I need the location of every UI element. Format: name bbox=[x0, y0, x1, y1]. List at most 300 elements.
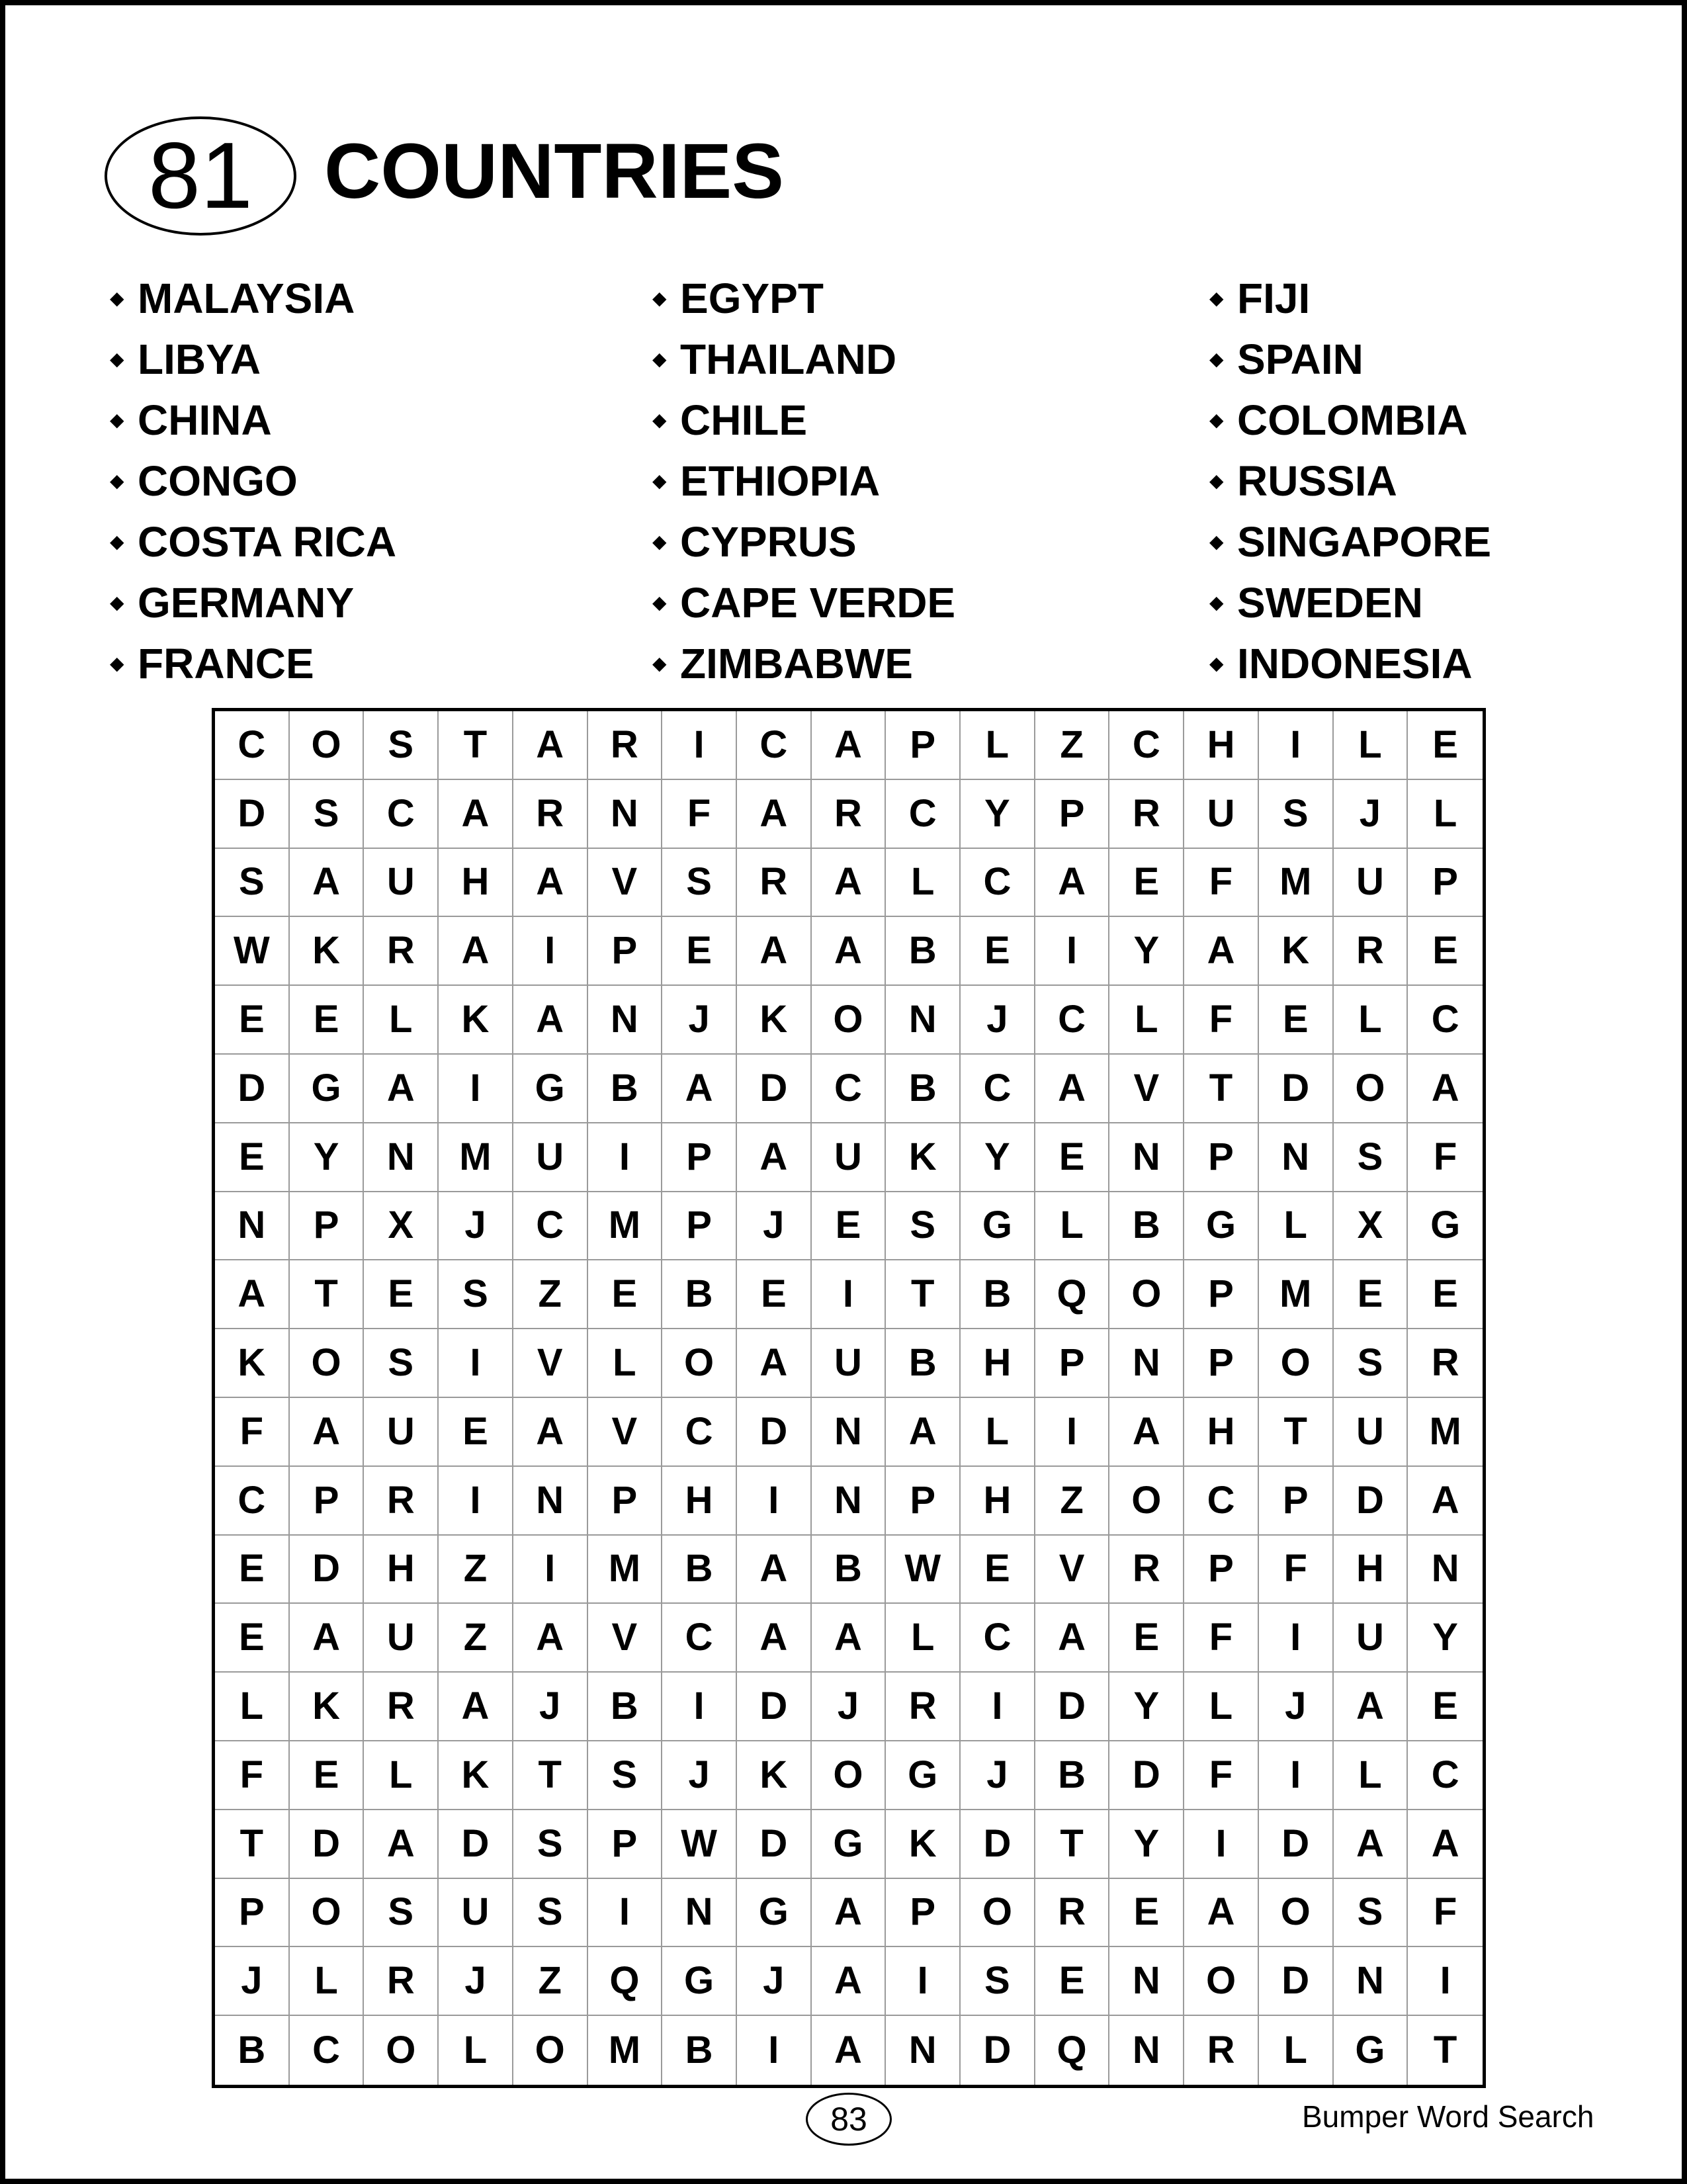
grid-cell: A bbox=[1184, 917, 1259, 986]
grid-cell: M bbox=[1259, 1260, 1334, 1329]
grid-cell: A bbox=[1035, 849, 1110, 918]
grid-cell: E bbox=[1408, 1260, 1483, 1329]
grid-cell: I bbox=[662, 711, 737, 780]
grid-cell: A bbox=[812, 1947, 887, 2016]
grid-cell: S bbox=[1334, 1879, 1408, 1948]
grid-cell: N bbox=[662, 1879, 737, 1948]
grid-cell: I bbox=[1408, 1947, 1483, 2016]
grid-cell: L bbox=[961, 711, 1035, 780]
grid-cell: A bbox=[1109, 1398, 1184, 1467]
grid-cell: N bbox=[1334, 1947, 1408, 2016]
grid-cell: L bbox=[1334, 986, 1408, 1055]
grid-cell: K bbox=[290, 1673, 365, 1741]
grid-cell: K bbox=[886, 1123, 961, 1192]
grid-cell: C bbox=[1184, 1467, 1259, 1536]
grid-cell: C bbox=[886, 780, 961, 849]
grid-cell: T bbox=[1259, 1398, 1334, 1467]
grid-cell: S bbox=[290, 780, 365, 849]
grid-cell: T bbox=[439, 711, 513, 780]
grid-cell: P bbox=[1035, 1329, 1110, 1398]
grid-cell: P bbox=[1184, 1123, 1259, 1192]
grid-cell: N bbox=[588, 780, 663, 849]
grid-cell: Y bbox=[1408, 1604, 1483, 1673]
grid-cell: P bbox=[1259, 1467, 1334, 1536]
grid-cell: R bbox=[1109, 1536, 1184, 1604]
grid-cell: L bbox=[961, 1398, 1035, 1467]
grid-cell: P bbox=[1184, 1536, 1259, 1604]
grid-cell: C bbox=[1408, 986, 1483, 1055]
word-list-item bbox=[105, 572, 396, 633]
grid-cell: N bbox=[215, 1192, 290, 1261]
diamond-bullet-icon: ◆ bbox=[1209, 592, 1224, 613]
grid-cell: C bbox=[662, 1604, 737, 1673]
word-list-column bbox=[647, 268, 955, 694]
word-list-column bbox=[1204, 268, 1491, 694]
grid-cell: T bbox=[513, 1741, 588, 1810]
word-list-item bbox=[647, 511, 955, 572]
diamond-bullet-icon: ◆ bbox=[110, 349, 124, 369]
grid-cell: A bbox=[812, 711, 887, 780]
grid-cell: R bbox=[1035, 1879, 1110, 1948]
diamond-bullet-icon: ◆ bbox=[110, 531, 124, 552]
grid-cell: R bbox=[364, 1467, 439, 1536]
grid-cell: B bbox=[961, 1260, 1035, 1329]
grid-cell: E bbox=[290, 986, 365, 1055]
diamond-bullet-icon: ◆ bbox=[110, 410, 124, 430]
diamond-bullet-icon: ◆ bbox=[652, 531, 667, 552]
grid-cell: E bbox=[662, 917, 737, 986]
grid-cell: H bbox=[662, 1467, 737, 1536]
diamond-bullet-icon: ◆ bbox=[652, 288, 667, 308]
grid-cell: P bbox=[1184, 1329, 1259, 1398]
grid-cell: A bbox=[290, 1398, 365, 1467]
grid-cell: C bbox=[290, 2016, 365, 2085]
grid-cell: P bbox=[662, 1123, 737, 1192]
grid-cell: N bbox=[1259, 1123, 1334, 1192]
grid-cell: I bbox=[1035, 917, 1110, 986]
grid-cell: J bbox=[737, 1192, 812, 1261]
grid-cell: N bbox=[1408, 1536, 1483, 1604]
grid-cell: P bbox=[290, 1192, 365, 1261]
grid-cell: Z bbox=[513, 1260, 588, 1329]
grid-cell: R bbox=[364, 1947, 439, 2016]
grid-cell: L bbox=[1109, 986, 1184, 1055]
grid-cell: S bbox=[1334, 1329, 1408, 1398]
grid-cell: P bbox=[886, 711, 961, 780]
grid-cell: A bbox=[737, 1604, 812, 1673]
word-list-item bbox=[1204, 329, 1491, 390]
grid-cell: D bbox=[215, 780, 290, 849]
grid-cell: G bbox=[1334, 2016, 1408, 2085]
grid-cell: P bbox=[886, 1467, 961, 1536]
grid-cell: A bbox=[439, 917, 513, 986]
grid-cell: C bbox=[1408, 1741, 1483, 1810]
grid-cell: S bbox=[1334, 1123, 1408, 1192]
grid-cell: S bbox=[588, 1741, 663, 1810]
grid-cell: M bbox=[588, 2016, 663, 2085]
grid-cell: E bbox=[1334, 1260, 1408, 1329]
grid-cell: L bbox=[364, 1741, 439, 1810]
diamond-bullet-icon: ◆ bbox=[1209, 470, 1224, 491]
grid-cell: S bbox=[439, 1260, 513, 1329]
grid-cell: C bbox=[1035, 986, 1110, 1055]
grid-cell: F bbox=[1259, 1536, 1334, 1604]
book-title: Bumper Word Search bbox=[1302, 2099, 1594, 2134]
word-list-word: THAILAND bbox=[680, 335, 897, 383]
grid-cell: D bbox=[290, 1536, 365, 1604]
grid-cell: D bbox=[961, 1810, 1035, 1879]
grid-cell: T bbox=[1433, 2029, 1457, 2072]
grid-cell: W bbox=[662, 1810, 737, 1879]
grid-cell: B bbox=[588, 1673, 663, 1741]
grid-cell: V bbox=[588, 1604, 663, 1673]
grid-cell: E bbox=[1035, 1947, 1110, 2016]
grid-cell: Y bbox=[1109, 1810, 1184, 1879]
grid-cell: D bbox=[439, 1810, 513, 1879]
grid-cell: I bbox=[588, 1879, 663, 1948]
grid-cell: C bbox=[1109, 711, 1184, 780]
word-list-item bbox=[1204, 633, 1491, 694]
grid-cell: J bbox=[439, 1947, 513, 2016]
grid-cell: B bbox=[886, 1055, 961, 1123]
grid-cell: U bbox=[1334, 849, 1408, 918]
grid-cell: U bbox=[364, 1398, 439, 1467]
grid-cell: K bbox=[886, 1810, 961, 1879]
grid-cell: L bbox=[290, 1947, 365, 2016]
grid-cell: R bbox=[1184, 2016, 1259, 2085]
grid-cell: A bbox=[737, 1536, 812, 1604]
grid-cell: T bbox=[886, 1260, 961, 1329]
grid-cell: A bbox=[215, 1260, 290, 1329]
grid-cell: J bbox=[662, 1741, 737, 1810]
grid-cell: A bbox=[1035, 1055, 1110, 1123]
grid-cell: C bbox=[961, 1055, 1035, 1123]
grid-cell: I bbox=[737, 2016, 812, 2085]
grid-cell: R bbox=[1334, 917, 1408, 986]
grid-cell: R bbox=[513, 780, 588, 849]
word-list-word: FRANCE bbox=[138, 640, 314, 687]
word-list-word: GERMANY bbox=[138, 579, 355, 627]
page-number-badge bbox=[806, 2093, 892, 2146]
grid-cell: I bbox=[961, 1673, 1035, 1741]
word-list-word: ZIMBABWE bbox=[680, 640, 913, 687]
grid-cell: J bbox=[812, 1673, 887, 1741]
grid-cell: J bbox=[961, 986, 1035, 1055]
grid-cell: A bbox=[737, 1329, 812, 1398]
grid-cell: P bbox=[886, 1879, 961, 1948]
grid-cell: I bbox=[439, 1055, 513, 1123]
grid-cell: F bbox=[215, 1398, 290, 1467]
grid-cell: S bbox=[364, 711, 439, 780]
diamond-bullet-icon: ◆ bbox=[1209, 288, 1224, 308]
grid-cell: H bbox=[961, 1329, 1035, 1398]
grid-cell: A bbox=[513, 1604, 588, 1673]
grid-cell: N bbox=[588, 986, 663, 1055]
grid-cell: H bbox=[1184, 1398, 1259, 1467]
grid-cell: A bbox=[737, 917, 812, 986]
grid-cell: E bbox=[215, 1604, 290, 1673]
grid-cell: I bbox=[886, 1947, 961, 2016]
word-list-item bbox=[647, 633, 955, 694]
grid-cell: P bbox=[1408, 849, 1483, 918]
grid-cell: Y bbox=[961, 780, 1035, 849]
grid-cell: O bbox=[812, 1741, 887, 1810]
page-number: 83 bbox=[830, 2101, 867, 2138]
word-list-item bbox=[647, 572, 955, 633]
grid-cell: G bbox=[290, 1055, 365, 1123]
grid-cell: O bbox=[1259, 1329, 1334, 1398]
grid-cell: S bbox=[513, 1879, 588, 1948]
grid-cell: O bbox=[812, 986, 887, 1055]
grid-cell: E bbox=[812, 1192, 887, 1261]
grid-cell: P bbox=[290, 1467, 365, 1536]
diamond-bullet-icon: ◆ bbox=[1209, 410, 1224, 430]
grid-cell: O bbox=[290, 711, 365, 780]
puzzle-title: COUNTRIES bbox=[324, 128, 784, 215]
grid-cell: A bbox=[1035, 1604, 1110, 1673]
grid-cell: E bbox=[1109, 1604, 1184, 1673]
grid-cell: N bbox=[1109, 1123, 1184, 1192]
grid-cell: P bbox=[662, 1192, 737, 1261]
grid-cell: E bbox=[1109, 849, 1184, 918]
grid-cell: H bbox=[1184, 711, 1259, 780]
grid-cell: O bbox=[1334, 1055, 1408, 1123]
grid-cell: A bbox=[513, 1398, 588, 1467]
grid-cell: Q bbox=[588, 1947, 663, 2016]
grid-cell: Y bbox=[290, 1123, 365, 1192]
grid-cell: Y bbox=[961, 1123, 1035, 1192]
word-list-word: MALAYSIA bbox=[138, 275, 355, 322]
grid-cell: L bbox=[886, 1604, 961, 1673]
word-list-item bbox=[1204, 451, 1491, 511]
grid-cell: K bbox=[215, 1329, 290, 1398]
grid-cell: E bbox=[1408, 1673, 1483, 1741]
grid-cell: L bbox=[1184, 1673, 1259, 1741]
word-list-item bbox=[647, 329, 955, 390]
grid-cell: R bbox=[588, 711, 663, 780]
grid-cell: J bbox=[961, 1741, 1035, 1810]
grid-cell: Q bbox=[1035, 1260, 1110, 1329]
grid-cell: K bbox=[290, 917, 365, 986]
grid-cell: U bbox=[1184, 780, 1259, 849]
grid-cell: M bbox=[1259, 849, 1334, 918]
grid-cell: M bbox=[439, 1123, 513, 1192]
grid-cell: D bbox=[961, 2016, 1035, 2085]
grid-cell: U bbox=[1334, 1604, 1408, 1673]
grid-cell: N bbox=[812, 1467, 887, 1536]
word-list-word: CHILE bbox=[680, 396, 807, 444]
grid-cell: L bbox=[1259, 2016, 1334, 2085]
grid-cell: O bbox=[513, 2016, 588, 2085]
grid-cell: H bbox=[961, 1467, 1035, 1536]
grid-cell: A bbox=[290, 1604, 365, 1673]
grid-cell: L bbox=[1259, 1192, 1334, 1261]
grid-cell: P bbox=[1184, 1260, 1259, 1329]
grid-cell: E bbox=[1259, 986, 1334, 1055]
grid-cell: E bbox=[215, 1536, 290, 1604]
grid-cell: S bbox=[886, 1192, 961, 1261]
grid-cell: D bbox=[737, 1810, 812, 1879]
grid-cell: E bbox=[290, 1741, 365, 1810]
grid-cell: R bbox=[1408, 1329, 1483, 1398]
grid-cell: D bbox=[1035, 1673, 1110, 1741]
grid-cell: I bbox=[513, 917, 588, 986]
grid-cell: B bbox=[812, 1536, 887, 1604]
grid-cell: U bbox=[364, 849, 439, 918]
word-list-item bbox=[647, 268, 955, 329]
word-list-item bbox=[1204, 390, 1491, 451]
grid-cell: F bbox=[1184, 1741, 1259, 1810]
grid-cell: S bbox=[364, 1879, 439, 1948]
word-list-word: SWEDEN bbox=[1237, 579, 1423, 627]
grid-cell: I bbox=[1259, 711, 1334, 780]
grid-cell: B bbox=[215, 2016, 290, 2085]
grid-cell: E bbox=[215, 1123, 290, 1192]
grid-cell: Z bbox=[1035, 1467, 1110, 1536]
grid-cell: C bbox=[812, 1055, 887, 1123]
grid-cell: A bbox=[812, 849, 887, 918]
grid-cell: L bbox=[215, 1673, 290, 1741]
grid-cell: A bbox=[1408, 1055, 1483, 1123]
grid-cell: I bbox=[439, 1329, 513, 1398]
letter-grid bbox=[212, 708, 1486, 2088]
grid-cell: V bbox=[1109, 1055, 1184, 1123]
grid-cell: P bbox=[588, 1810, 663, 1879]
word-list-item bbox=[647, 390, 955, 451]
grid-cell: A bbox=[1184, 1879, 1259, 1948]
grid-cell: G bbox=[662, 1947, 737, 2016]
grid-cell: O bbox=[1109, 1260, 1184, 1329]
grid-cell: F bbox=[1408, 1123, 1483, 1192]
grid-cell: C bbox=[737, 711, 812, 780]
grid-cell: I bbox=[812, 1260, 887, 1329]
grid-cell: E bbox=[1109, 1879, 1184, 1948]
grid-cell: K bbox=[1259, 917, 1334, 986]
grid-cell: H bbox=[1334, 1536, 1408, 1604]
grid-cell: I bbox=[1259, 1604, 1334, 1673]
grid-cell: A bbox=[364, 1055, 439, 1123]
diamond-bullet-icon: ◆ bbox=[652, 653, 667, 674]
grid-cell: N bbox=[886, 986, 961, 1055]
grid-cell: T bbox=[1035, 1810, 1110, 1879]
grid-cell: L bbox=[1334, 1741, 1408, 1810]
word-list-word: CYPRUS bbox=[680, 518, 857, 566]
grid-cell: N bbox=[1109, 1947, 1184, 2016]
grid-cell: E bbox=[215, 986, 290, 1055]
grid-cell: C bbox=[364, 780, 439, 849]
grid-cell: S bbox=[364, 1329, 439, 1398]
grid-cell: A bbox=[513, 849, 588, 918]
grid-cell: M bbox=[588, 1192, 663, 1261]
grid-cell: P bbox=[1035, 780, 1110, 849]
grid-cell: U bbox=[812, 1329, 887, 1398]
grid-cell: P bbox=[588, 917, 663, 986]
grid-cell: O bbox=[662, 1329, 737, 1398]
grid-cell: I bbox=[737, 1467, 812, 1536]
diamond-bullet-icon: ◆ bbox=[652, 470, 667, 491]
grid-cell: R bbox=[364, 1673, 439, 1741]
grid-cell: J bbox=[513, 1673, 588, 1741]
diamond-bullet-icon: ◆ bbox=[1209, 653, 1224, 674]
word-list-item bbox=[1204, 268, 1491, 329]
grid-cell: T bbox=[215, 1810, 290, 1879]
grid-cell: C bbox=[513, 1192, 588, 1261]
grid-cell: A bbox=[364, 1810, 439, 1879]
grid-cell: D bbox=[1109, 1741, 1184, 1810]
diamond-bullet-icon: ◆ bbox=[652, 592, 667, 613]
grid-cell: N bbox=[1109, 2016, 1184, 2085]
grid-cell: T bbox=[290, 1260, 365, 1329]
grid-cell: D bbox=[1259, 1947, 1334, 2016]
diamond-bullet-icon: ◆ bbox=[652, 349, 667, 369]
grid-cell: N bbox=[1109, 1329, 1184, 1398]
grid-cell: Z bbox=[439, 1536, 513, 1604]
grid-cell: Z bbox=[439, 1604, 513, 1673]
grid-cell: N bbox=[364, 1123, 439, 1192]
grid-cell: O bbox=[1109, 1467, 1184, 1536]
word-list-item bbox=[105, 268, 396, 329]
grid-cell: A bbox=[812, 1604, 887, 1673]
grid-cell: A bbox=[290, 849, 365, 918]
word-list-item bbox=[1204, 572, 1491, 633]
grid-cell: B bbox=[1109, 1192, 1184, 1261]
grid-cell: G bbox=[1408, 1192, 1483, 1261]
grid-cell: E bbox=[1408, 917, 1483, 986]
grid-cell: F bbox=[1184, 986, 1259, 1055]
grid-cell: V bbox=[1035, 1536, 1110, 1604]
grid-cell: Z bbox=[513, 1947, 588, 2016]
grid-cell: D bbox=[737, 1673, 812, 1741]
grid-cell: I bbox=[1184, 1810, 1259, 1879]
word-list-item bbox=[105, 390, 396, 451]
word-list-word: RUSSIA bbox=[1237, 457, 1397, 505]
word-list-word: EGYPT bbox=[680, 275, 824, 322]
grid-cell: B bbox=[886, 917, 961, 986]
grid-cell: E bbox=[588, 1260, 663, 1329]
diamond-bullet-icon: ◆ bbox=[110, 592, 124, 613]
grid-cell: D bbox=[1259, 1810, 1334, 1879]
grid-cell: M bbox=[588, 1536, 663, 1604]
word-list-word: SINGAPORE bbox=[1237, 518, 1492, 566]
grid-cell: I bbox=[588, 1123, 663, 1192]
word-list-word: INDONESIA bbox=[1237, 640, 1473, 687]
word-list-word: COSTA RICA bbox=[138, 518, 397, 566]
grid-cell: J bbox=[215, 1947, 290, 2016]
diamond-bullet-icon: ◆ bbox=[110, 288, 124, 308]
grid-cell: A bbox=[886, 1398, 961, 1467]
grid-cell: A bbox=[662, 1055, 737, 1123]
grid-cell: L bbox=[1408, 780, 1483, 849]
grid-cell: G bbox=[1184, 1192, 1259, 1261]
word-list-word: LIBYA bbox=[138, 335, 261, 383]
word-list-word: SPAIN bbox=[1237, 335, 1363, 383]
grid-cell: O bbox=[961, 1879, 1035, 1948]
grid-cell: K bbox=[737, 986, 812, 1055]
grid-cell: G bbox=[513, 1055, 588, 1123]
grid-cell: Y bbox=[1109, 917, 1184, 986]
grid-cell: K bbox=[439, 1741, 513, 1810]
grid-cell: M bbox=[1408, 1398, 1483, 1467]
grid-cell: S bbox=[662, 849, 737, 918]
word-list-word: CONGO bbox=[138, 457, 298, 505]
grid-cell: D bbox=[290, 1810, 365, 1879]
grid-cell: V bbox=[513, 1329, 588, 1398]
grid-cell: A bbox=[737, 1123, 812, 1192]
word-list-item bbox=[105, 451, 396, 511]
diamond-bullet-icon: ◆ bbox=[110, 470, 124, 491]
grid-cell: E bbox=[1408, 711, 1483, 780]
word-list-word: CHINA bbox=[138, 396, 272, 444]
